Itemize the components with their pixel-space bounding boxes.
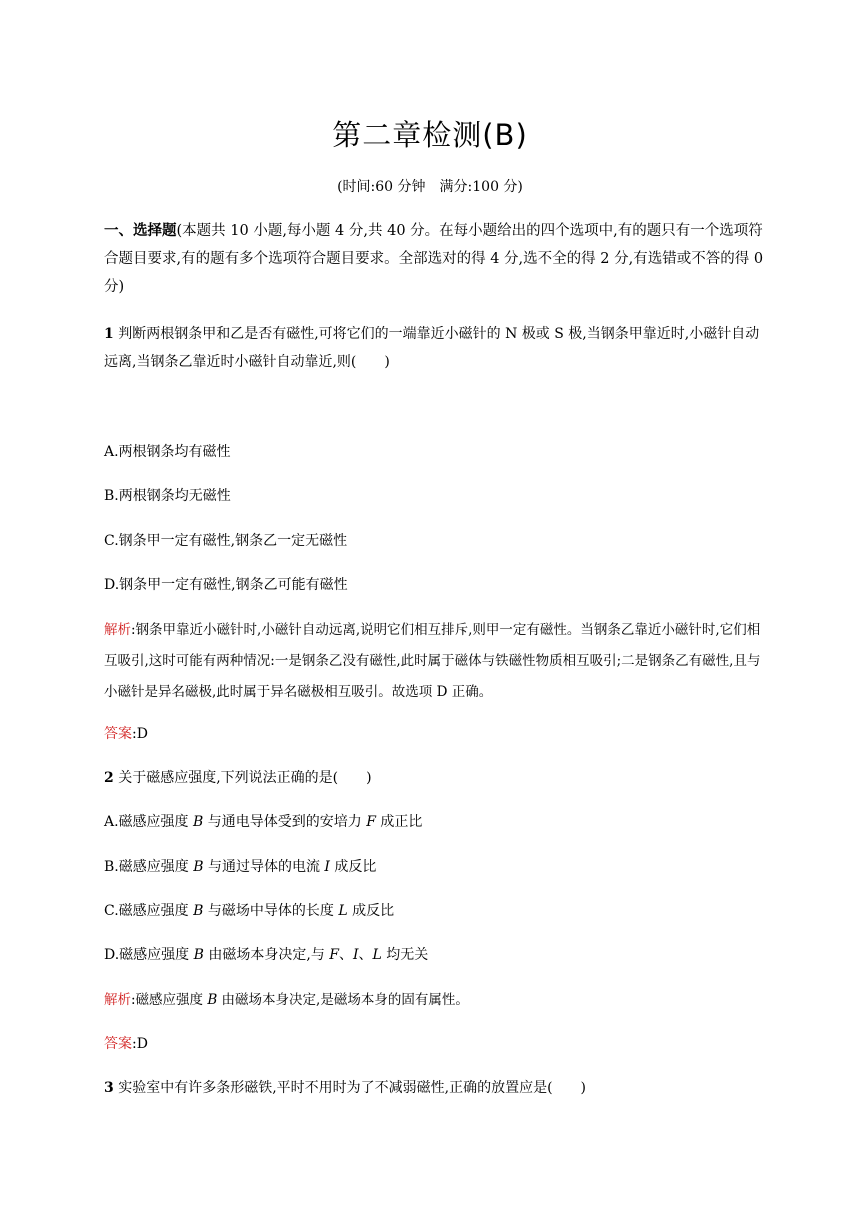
- option-text: A.磁感应强度: [104, 814, 194, 830]
- variable: F: [366, 814, 376, 830]
- variable: B: [193, 859, 204, 875]
- question-1: [104, 320, 764, 376]
- section-description: (本题共 10 小题,每小题 4 分,共 40 分。在每小题给出的四个选项中,有的题只有一个选项符合题目要求,有的题有多个选项符合题目要求。全部选对的得 4 分,选不全的得 2 分,有选错或不答的得 0 分): [104, 223, 764, 295]
- analysis-label: 解析: [104, 992, 131, 1008]
- variable: B: [193, 814, 204, 830]
- question-2: [104, 764, 764, 792]
- variable: B: [193, 947, 204, 963]
- q2-option-b: [104, 853, 764, 881]
- q1-option-d: D.钢条甲一定有磁性,钢条乙可能有磁性: [104, 577, 348, 593]
- section-heading: 一、选择题: [104, 223, 177, 239]
- option-text: B.磁感应强度: [104, 859, 194, 875]
- variable: L: [338, 903, 348, 919]
- question-number: 3: [104, 1080, 114, 1096]
- option-text: 、: [339, 947, 354, 963]
- q2-option-d: [104, 941, 764, 969]
- question-stem: 判断两根钢条甲和乙是否有磁性,可将它们的一端靠近小磁针的 N 极或 S 极,当钢条甲靠近时,小磁针自动远离,当钢条乙靠近时小磁针自动靠近,则( ): [104, 326, 760, 370]
- question-stem: 关于磁感应强度,下列说法正确的是( ): [113, 770, 372, 786]
- variable: B: [193, 903, 204, 919]
- variable: I: [324, 859, 330, 875]
- option-text: 、: [358, 947, 373, 963]
- section-instructions: [104, 217, 764, 301]
- q2-option-c: [104, 897, 764, 925]
- option-text: 成反比: [347, 903, 395, 919]
- option-text: 与磁场中导体的长度: [203, 903, 339, 919]
- option-text: 与通过导体的电流: [203, 859, 325, 875]
- q1-answer: [104, 720, 764, 748]
- answer-text: :D: [132, 1036, 148, 1052]
- q1-analysis: [104, 615, 764, 708]
- q1-option-c: C.钢条甲一定有磁性,钢条乙一定无磁性: [104, 533, 348, 549]
- analysis-label: 解析: [104, 622, 131, 638]
- analysis-text: :钢条甲靠近小磁针时,小磁针自动远离,说明它们相互排斥,则甲一定有磁性。当钢条乙靠近小磁针时,它们相互吸引,这时可能有两种情况:一是钢条乙没有磁性,此时属于磁体与铁磁性物质相互吸引;二是钢条乙有磁性,且与小磁针是异名磁极,此时属于异名磁极相互吸引。故选项 D 正确。: [104, 622, 761, 700]
- option-text: D.磁感应强度: [104, 947, 194, 963]
- question-stem: 实验室中有许多条形磁铁,平时不用时为了不减弱磁性,正确的放置应是( ): [113, 1080, 587, 1096]
- analysis-text: 由磁场本身决定,是磁场本身的固有属性。: [217, 992, 469, 1008]
- question-3: [104, 1074, 764, 1102]
- option-text: 均无关: [381, 947, 429, 963]
- option-text: 由磁场本身决定,与: [203, 947, 330, 963]
- page-title: 第二章检测(B): [332, 118, 528, 152]
- q1-option-a: A.两根钢条均有磁性: [104, 444, 231, 460]
- option-text: 成反比: [329, 859, 377, 875]
- q2-analysis: [104, 985, 764, 1016]
- answer-label: 答案: [104, 1036, 132, 1052]
- answer-label: 答案: [104, 726, 132, 742]
- q2-answer: [104, 1030, 764, 1058]
- question-number: 1: [104, 326, 114, 342]
- exam-info: (时间:60 分钟 满分:100 分): [337, 179, 523, 195]
- analysis-text: :磁感应强度: [131, 992, 208, 1008]
- variable: B: [207, 992, 218, 1008]
- question-number: 2: [104, 770, 114, 786]
- option-text: 成正比: [375, 814, 423, 830]
- option-text: C.磁感应强度: [104, 903, 194, 919]
- variable: I: [353, 947, 359, 963]
- answer-text: :D: [132, 726, 148, 742]
- q1-option-b: B.两根钢条均无磁性: [104, 488, 231, 504]
- q2-option-a: [104, 808, 764, 836]
- variable: L: [372, 947, 382, 963]
- variable: F: [329, 947, 340, 963]
- option-text: 与通电导体受到的安培力: [203, 814, 367, 830]
